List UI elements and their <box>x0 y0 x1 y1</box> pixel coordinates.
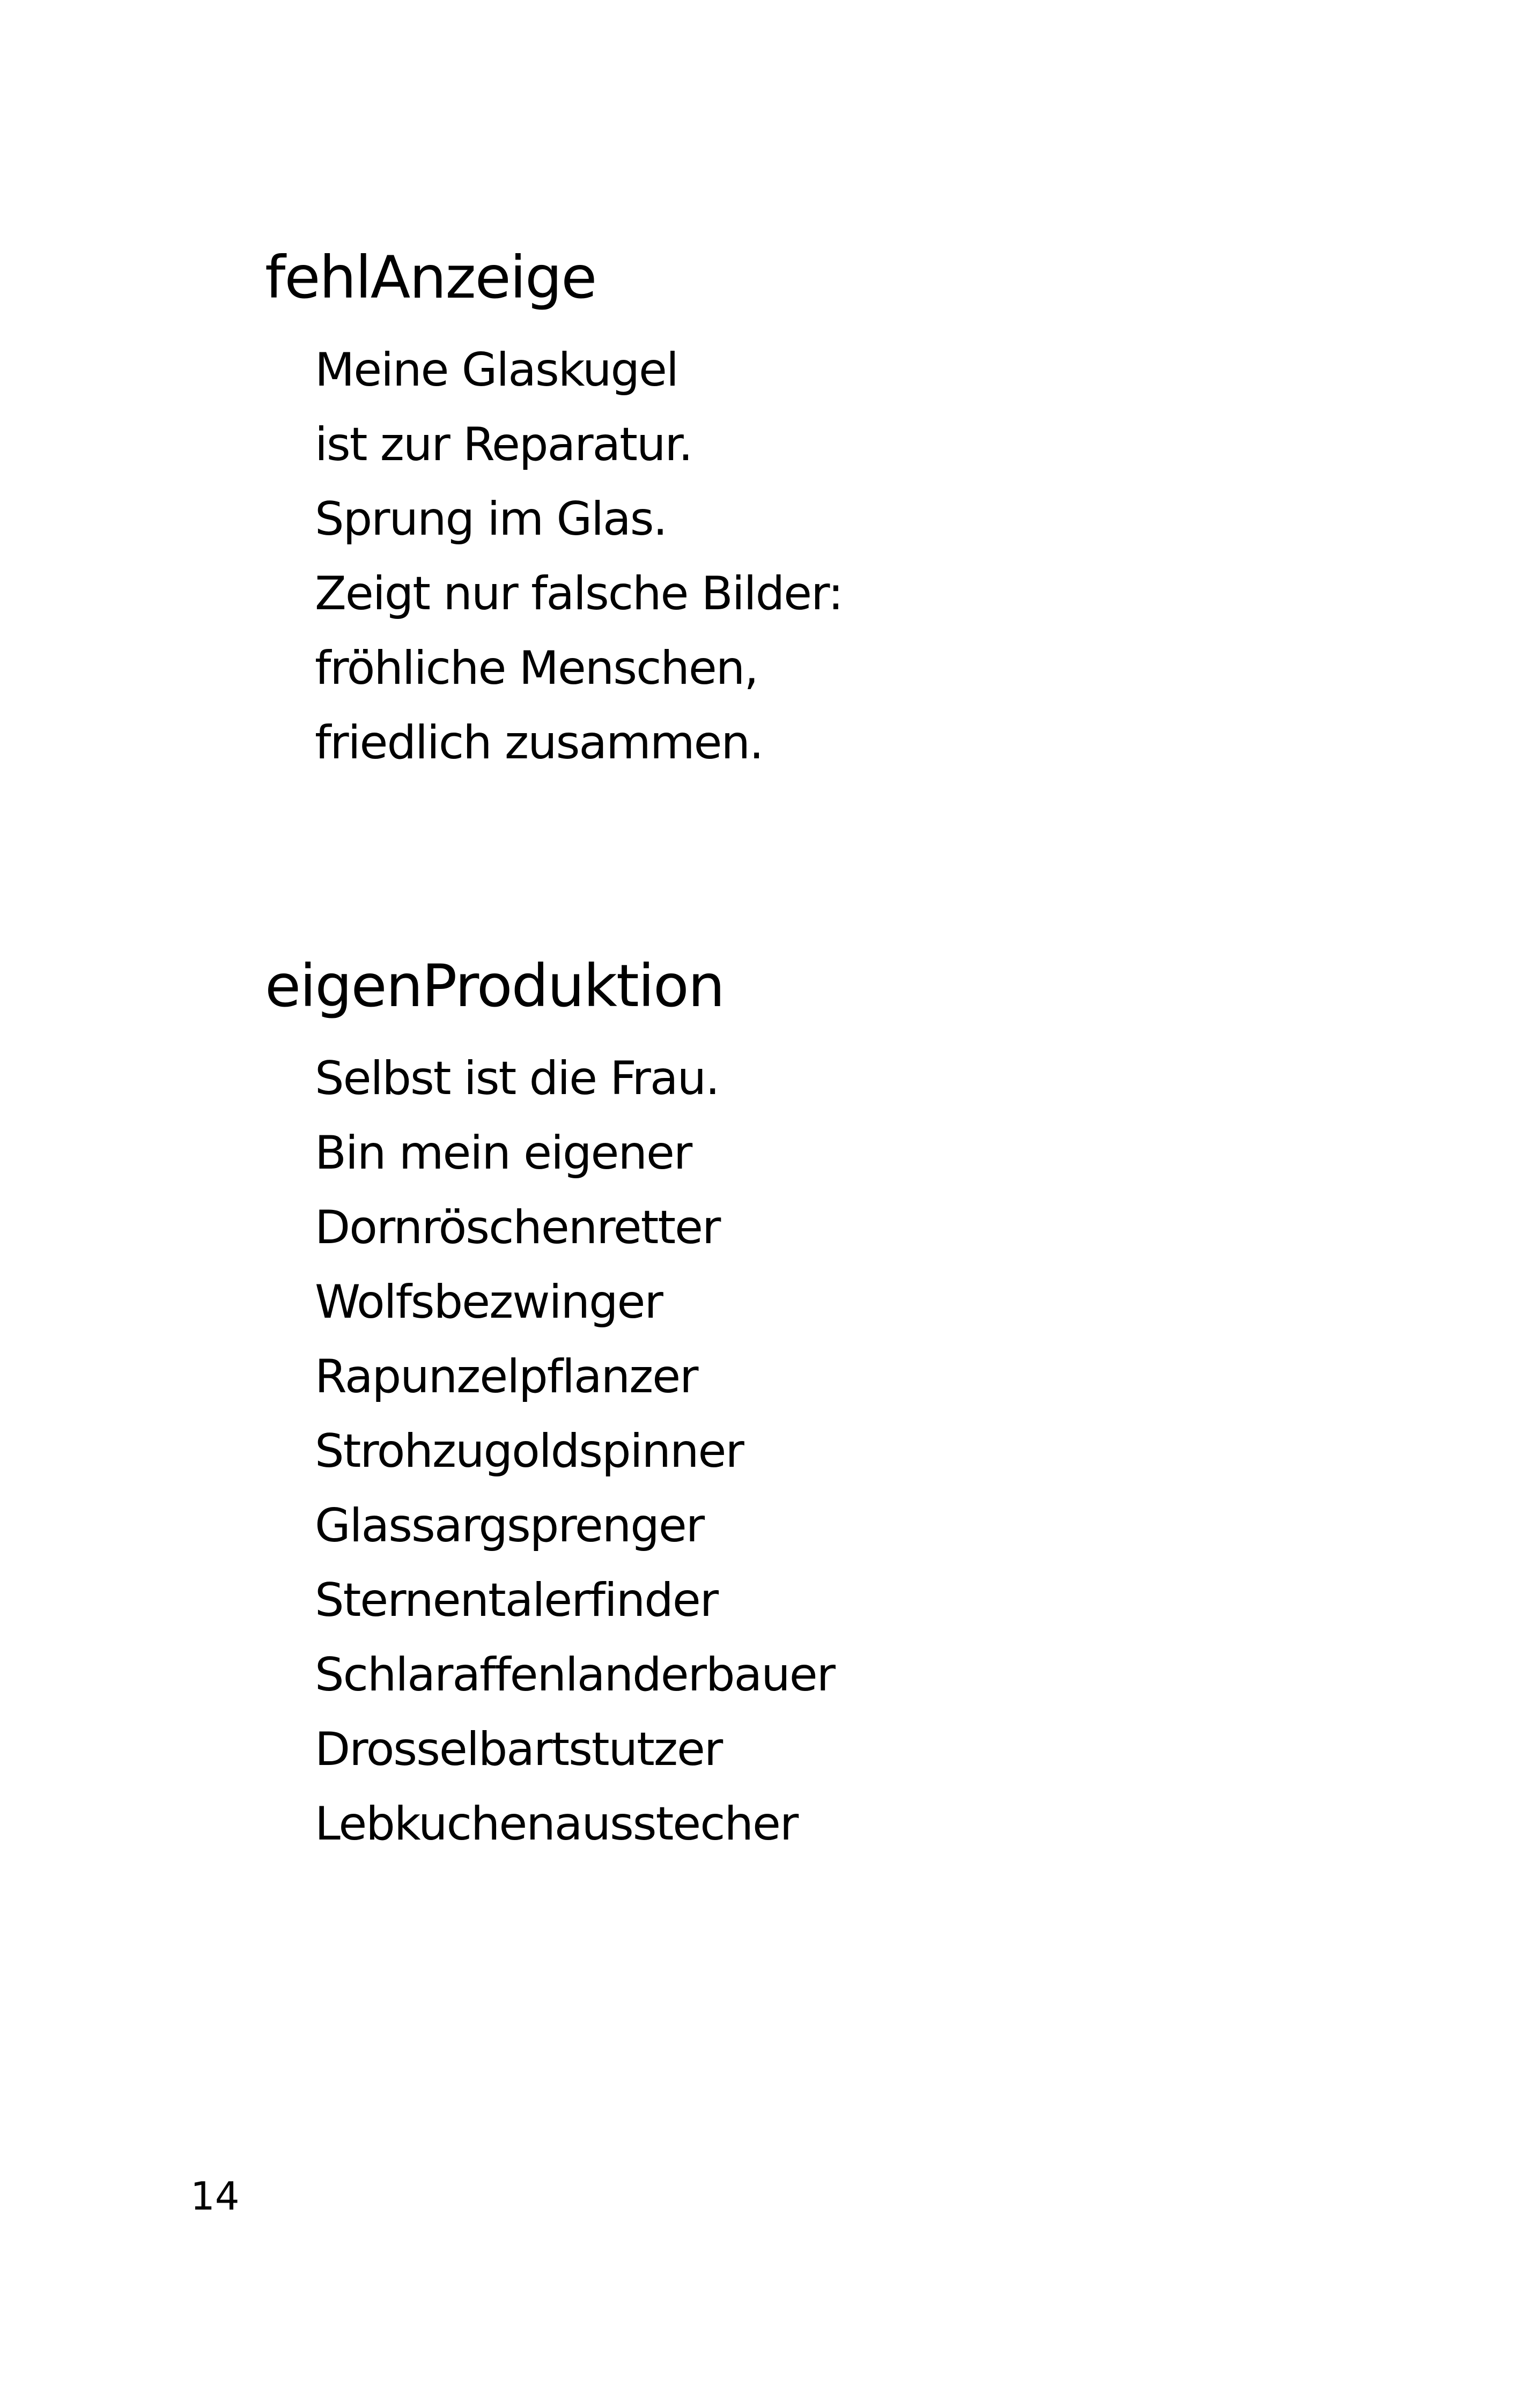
poem-line: Meine Glaskugel <box>315 343 678 397</box>
poem-line: friedlich zusammen. <box>315 716 763 770</box>
poem-lines <box>315 342 843 789</box>
page-number: 14 <box>190 2174 240 2219</box>
poem-line: Rapunzelpflanzer <box>315 1350 698 1404</box>
poem-line: Lebkuchenausstecher <box>315 1797 798 1851</box>
poem-line: Drosselbartstutzer <box>315 1723 722 1776</box>
poem-lines <box>315 1051 835 1871</box>
poem-line: Wolfsbezwinger <box>315 1275 662 1329</box>
poem-line: Schlaraffenlanderbauer <box>315 1648 835 1702</box>
poem-line: Glassargsprenger <box>315 1499 704 1553</box>
poem-line: Zeigt nur falsche Bilder: <box>315 567 843 621</box>
poem-line: Sprung im Glas. <box>315 492 667 546</box>
poem-line: fröhliche Menschen, <box>315 641 758 695</box>
poem-line: Selbst ist die Frau. <box>315 1052 719 1105</box>
poem-line: Bin mein eigener <box>315 1126 692 1180</box>
poem-line: Strohzugoldspinner <box>315 1424 743 1478</box>
poem-line: Sternentalerfinder <box>315 1574 718 1627</box>
poem-line: Dornröschenretter <box>315 1201 720 1254</box>
poem-line: ist zur Reparatur. <box>315 418 692 471</box>
poem-title: eigenProduktion <box>265 952 724 1020</box>
poem-title: fehlAnzeige <box>265 243 596 312</box>
